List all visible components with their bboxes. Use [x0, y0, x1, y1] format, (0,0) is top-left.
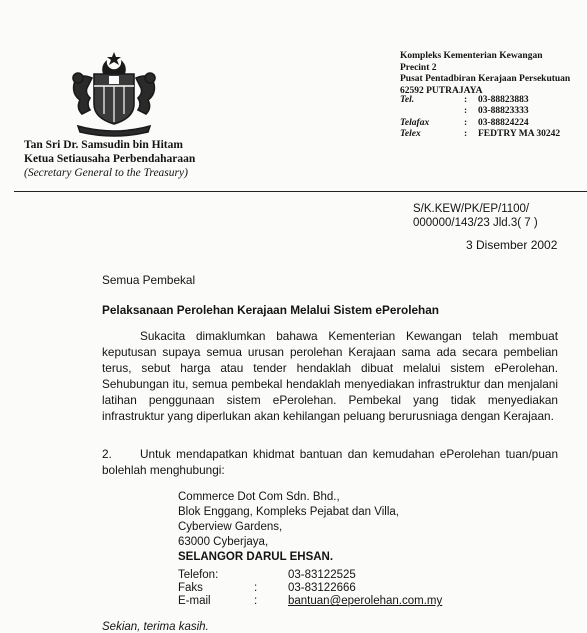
- contact-value: 03-88823883: [478, 95, 529, 105]
- contact-label: Tel.: [400, 95, 415, 105]
- contact-separator: :: [464, 106, 468, 117]
- reference-line: S/K.KEW/PK/EP/1100/: [413, 203, 530, 215]
- company-contact-row: [178, 569, 442, 582]
- contact-row: [400, 106, 560, 117]
- sender-name: Tan Sri Dr. Samsudin bin Hitam: [24, 139, 183, 151]
- address-line: Pusat Pentadbiran Kerajaan Persekutuan: [400, 74, 571, 85]
- contact-row: [400, 95, 560, 106]
- header-divider: [14, 191, 587, 192]
- closing-line: Sekian, terima kasih.: [102, 621, 209, 633]
- paragraph-number: 2.: [102, 447, 112, 461]
- company-contact-separator: :: [254, 582, 258, 595]
- address-line: 62592 PUTRAJAYA: [400, 85, 483, 96]
- company-contacts: [178, 569, 442, 609]
- sender-title: Ketua Setiausaha Perbendaharaan: [24, 153, 196, 165]
- company-contact-row: [178, 595, 442, 608]
- contact-value: FEDTRY MA 30242: [478, 129, 561, 140]
- contact-label: Telafax: [400, 117, 430, 128]
- paragraph-2-text: Untuk mendapatkan khidmat bantuan dan kemudahan ePerolehan tuan/puan bolehlah menghubungi:: [102, 447, 558, 477]
- malaysia-coat-of-arms-icon: [64, 48, 164, 138]
- address-line: Kompleks Kementerian Kewangan: [400, 51, 543, 61]
- sender-block: [24, 138, 195, 180]
- contact-label: Telex: [400, 129, 421, 140]
- ministry-address: [400, 51, 570, 97]
- company-line: Cyberview Gardens,: [178, 521, 283, 533]
- subject-line: Pelaksanaan Perolehan Kerajaan Melalui Sistem ePerolehan: [102, 303, 440, 317]
- address-line: Precint 2: [400, 62, 437, 73]
- reference-line: 000000/143/23 Jld.3( 7 ): [413, 217, 538, 229]
- company-contact-value: 03-83122666: [288, 582, 356, 595]
- company-address: [178, 490, 399, 565]
- contact-separator: :: [464, 117, 468, 128]
- email-link[interactable]: bantuan@eperolehan.com.my: [288, 595, 443, 608]
- contact-separator: :: [464, 129, 468, 140]
- paragraph-1-text: Sukacita dimaklumkan bahawa Kementerian Kewangan telah membuat keputusan supaya semua urusan perolehan Kerajaan sama ada secara pembelian terus, sebut harga atau tender hendaklah dibuat melalui sistem ePerolehan. Sehubungan itu, semua pembekal hendaklah menyediakan infrastruktur dan menjalani latihan penggunaan sistem ePerolehan. Pembekal yang tidak menyediakan infrastruktur yang diperlukan akan kehilangan peluang berurusniaga dengan Kerajaan.: [102, 329, 558, 423]
- contact-row: [400, 129, 560, 140]
- company-contact-label: Telefon:: [178, 569, 219, 581]
- company-contact-label: Faks: [178, 582, 203, 595]
- company-line: Commerce Dot Com Sdn. Bhd.,: [178, 491, 340, 503]
- letter-date: 3 Disember 2002: [466, 238, 558, 252]
- contact-label: [400, 106, 464, 117]
- contact-row: [400, 118, 560, 129]
- salutation: Semua Pembekal: [102, 273, 196, 287]
- reference-number: [413, 202, 538, 230]
- company-contact-row: [178, 582, 442, 595]
- contact-separator: :: [464, 95, 468, 105]
- contact-value: 03-88823333: [478, 106, 529, 117]
- company-contact-separator: :: [254, 595, 258, 608]
- company-contact-separator: [254, 569, 288, 582]
- company-contact-label: E-mail: [178, 595, 211, 608]
- contact-value: 03-88824224: [478, 117, 529, 128]
- paragraph-2: [102, 446, 558, 478]
- sender-title-english: (Secretary General to the Treasury): [24, 167, 188, 179]
- paragraph-1: [102, 328, 558, 424]
- company-line: 63000 Cyberjaya,: [178, 536, 269, 548]
- company-state: SELANGOR DARUL EHSAN.: [178, 551, 334, 563]
- ministry-contacts: [400, 95, 560, 141]
- company-contact-value: 03-83122525: [288, 569, 356, 581]
- company-line: Blok Enggang, Kompleks Pejabat dan Villa,: [178, 506, 399, 518]
